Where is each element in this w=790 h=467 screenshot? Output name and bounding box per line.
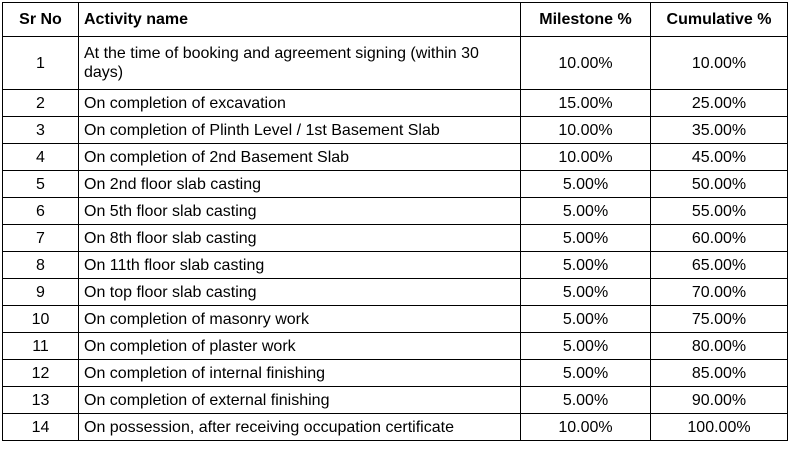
table-row: [3, 414, 788, 441]
cell-sr-no: 8: [3, 252, 79, 279]
cell-sr-no: 6: [3, 198, 79, 225]
cell-cumulative-percent: 85.00%: [651, 360, 788, 387]
table-row: [3, 279, 788, 306]
table-header: [3, 3, 788, 37]
cell-activity-name: On completion of internal finishing: [79, 360, 521, 387]
cell-activity-name: On possession, after receiving occupation certificate: [79, 414, 521, 441]
table-row: [3, 198, 788, 225]
cell-milestone-percent: 10.00%: [521, 144, 651, 171]
header-row: [3, 3, 788, 37]
cell-cumulative-percent: 35.00%: [651, 117, 788, 144]
cell-sr-no: 2: [3, 90, 79, 117]
table-row: [3, 37, 788, 90]
cell-milestone-percent: 5.00%: [521, 225, 651, 252]
cell-milestone-percent: 5.00%: [521, 360, 651, 387]
table-row: [3, 360, 788, 387]
cell-sr-no: 5: [3, 171, 79, 198]
cell-activity-name: On completion of plaster work: [79, 333, 521, 360]
table-row: [3, 144, 788, 171]
cell-activity-name: On completion of 2nd Basement Slab: [79, 144, 521, 171]
cell-milestone-percent: 5.00%: [521, 279, 651, 306]
cell-sr-no: 12: [3, 360, 79, 387]
table-row: [3, 333, 788, 360]
cell-cumulative-percent: 10.00%: [651, 37, 788, 90]
cell-sr-no: 1: [3, 37, 79, 90]
cell-sr-no: 9: [3, 279, 79, 306]
header-milestone-percent: Milestone %: [521, 3, 651, 37]
cell-cumulative-percent: 50.00%: [651, 171, 788, 198]
table-row: [3, 306, 788, 333]
cell-cumulative-percent: 75.00%: [651, 306, 788, 333]
cell-activity-name: On completion of Plinth Level / 1st Basement Slab: [79, 117, 521, 144]
table-row: [3, 117, 788, 144]
cell-milestone-percent: 5.00%: [521, 306, 651, 333]
cell-milestone-percent: 5.00%: [521, 333, 651, 360]
cell-milestone-percent: 5.00%: [521, 171, 651, 198]
cell-activity-name: On top floor slab casting: [79, 279, 521, 306]
table-row: [3, 225, 788, 252]
cell-activity-name: On 2nd floor slab casting: [79, 171, 521, 198]
cell-activity-name: On 11th floor slab casting: [79, 252, 521, 279]
cell-activity-name: On completion of excavation: [79, 90, 521, 117]
cell-milestone-percent: 5.00%: [521, 252, 651, 279]
cell-cumulative-percent: 90.00%: [651, 387, 788, 414]
cell-milestone-percent: 15.00%: [521, 90, 651, 117]
payment-schedule-table: [2, 2, 788, 441]
cell-activity-name: At the time of booking and agreement signing (within 30 days): [79, 37, 521, 90]
cell-milestone-percent: 5.00%: [521, 198, 651, 225]
cell-milestone-percent: 10.00%: [521, 37, 651, 90]
cell-sr-no: 3: [3, 117, 79, 144]
cell-milestone-percent: 10.00%: [521, 117, 651, 144]
cell-activity-name: On completion of external finishing: [79, 387, 521, 414]
cell-activity-name: On 5th floor slab casting: [79, 198, 521, 225]
cell-cumulative-percent: 55.00%: [651, 198, 788, 225]
table-row: [3, 90, 788, 117]
table-row: [3, 252, 788, 279]
cell-cumulative-percent: 25.00%: [651, 90, 788, 117]
cell-sr-no: 13: [3, 387, 79, 414]
table-row: [3, 171, 788, 198]
cell-sr-no: 7: [3, 225, 79, 252]
cell-sr-no: 14: [3, 414, 79, 441]
table-body: [3, 37, 788, 441]
cell-cumulative-percent: 65.00%: [651, 252, 788, 279]
cell-cumulative-percent: 70.00%: [651, 279, 788, 306]
cell-sr-no: 10: [3, 306, 79, 333]
cell-sr-no: 4: [3, 144, 79, 171]
cell-activity-name: On completion of masonry work: [79, 306, 521, 333]
cell-sr-no: 11: [3, 333, 79, 360]
header-sr-no: Sr No: [3, 3, 79, 37]
cell-cumulative-percent: 45.00%: [651, 144, 788, 171]
cell-cumulative-percent: 100.00%: [651, 414, 788, 441]
cell-cumulative-percent: 60.00%: [651, 225, 788, 252]
header-cumulative-percent: Cumulative %: [651, 3, 788, 37]
cell-milestone-percent: 5.00%: [521, 387, 651, 414]
cell-cumulative-percent: 80.00%: [651, 333, 788, 360]
cell-activity-name: On 8th floor slab casting: [79, 225, 521, 252]
table-row: [3, 387, 788, 414]
cell-milestone-percent: 10.00%: [521, 414, 651, 441]
header-activity-name: Activity name: [79, 3, 521, 37]
